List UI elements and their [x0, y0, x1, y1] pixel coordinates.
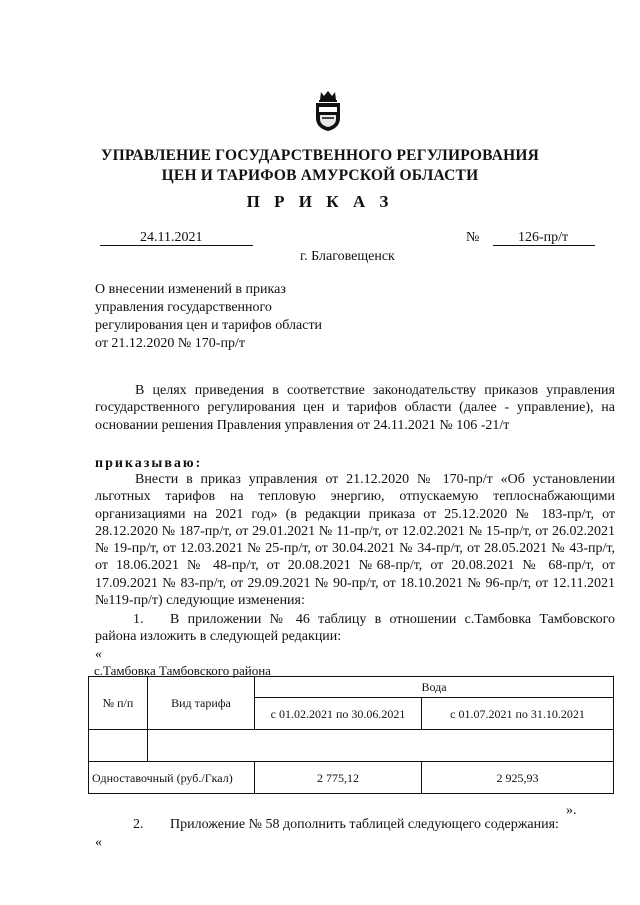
- subject-line: от 21.12.2020 № 170-пр/т: [95, 336, 245, 351]
- locality-caption: с.Тамбовка Тамбовского района: [94, 663, 271, 678]
- header-water: Вода: [255, 677, 614, 698]
- item-1-number: 1.: [133, 612, 144, 627]
- orders-word: приказываю:: [95, 456, 203, 471]
- empty-cell: [89, 730, 148, 762]
- document-type-title: П Р И К А З: [246, 192, 394, 211]
- open-quote: «: [95, 647, 102, 662]
- main-paragraph: Внести в приказ управления от 21.12.2020 № 170-пр/т «Об установлении льготных тарифов на тепловую энергию, отпускаемую теплоснабжающими организациями на 2021 год» (в редакции приказа от 25.12.2020 № 183-пр/т, от 28.12.2020 № 187-пр/т, от 29.01.2021 № 11-пр/т, от 12.02.2021 № 15-пр/т, от 26.02.2021 № 19-пр/т, от 12.03.2021 № 25-пр/т, от 30.04.2021 № 34-пр/т, от 28.05.2021 № 43-пр/т, от 18.06.2021 № 48-пр/т, от 20.08.2021 №68-пр/т, от 20.08.2021 № 68-пр/т, от 17.09.2021 № 83-пр/т, от 29.09.2021 № 90-пр/т, от 18.10.2021 № 96-пр/т, от 12.11.2021 №119-пр/т) следующие изменения:: [95, 472, 615, 609]
- header-tariff-type: Вид тарифа: [148, 677, 255, 730]
- subject-line: регулирования цен и тарифов области: [95, 318, 323, 333]
- item-2-text: Приложение № 58 дополнить таблицей следующего содержания:: [170, 817, 559, 832]
- row-label: Одноставочный (руб./Гкал): [89, 762, 255, 794]
- header-period-2: с 01.07.2021 по 31.10.2021: [422, 698, 614, 730]
- header-number: № п/п: [89, 677, 148, 730]
- value-period-1: 2 775,12: [255, 762, 422, 794]
- org-name-line-2: ЦЕН И ТАРИФОВ АМУРСКОЙ ОБЛАСТИ: [161, 167, 479, 184]
- tariff-table: [88, 676, 614, 794]
- number-sign: №: [466, 230, 480, 245]
- coat-of-arms-emblem: [313, 88, 343, 132]
- subject-line: управления государственного: [95, 300, 272, 315]
- item-1-text: В приложении № 46 таблицу в отношении с.Тамбовка Тамбовского района изложить в следующей редакции:: [95, 612, 615, 645]
- item-2-number: 2.: [133, 817, 144, 832]
- open-quote-2: «: [95, 835, 102, 850]
- order-subject: [95, 281, 395, 353]
- header-period-1: с 01.02.2021 по 30.06.2021: [255, 698, 422, 730]
- subject-line: О внесении изменений в приказ: [95, 282, 286, 297]
- number-underline: [493, 245, 595, 246]
- preamble-paragraph: В целях приведения в соответствие законодательству приказов управления государственного регулирования цен и тарифов области (далее - управление), на основании решения Правления управления от 24.11.2021 № 106 -21/т: [95, 383, 615, 433]
- close-quote: ».: [566, 803, 577, 818]
- date-underline: [100, 245, 253, 246]
- city: г. Благовещенск: [300, 249, 395, 264]
- empty-cell: [148, 730, 614, 762]
- order-date: 24.11.2021: [140, 230, 203, 245]
- order-number: 126-пр/т: [518, 230, 569, 245]
- value-period-2: 2 925,93: [422, 762, 614, 794]
- org-name-line-1: УПРАВЛЕНИЕ ГОСУДАРСТВЕННОГО РЕГУЛИРОВАНИЯ: [101, 147, 539, 164]
